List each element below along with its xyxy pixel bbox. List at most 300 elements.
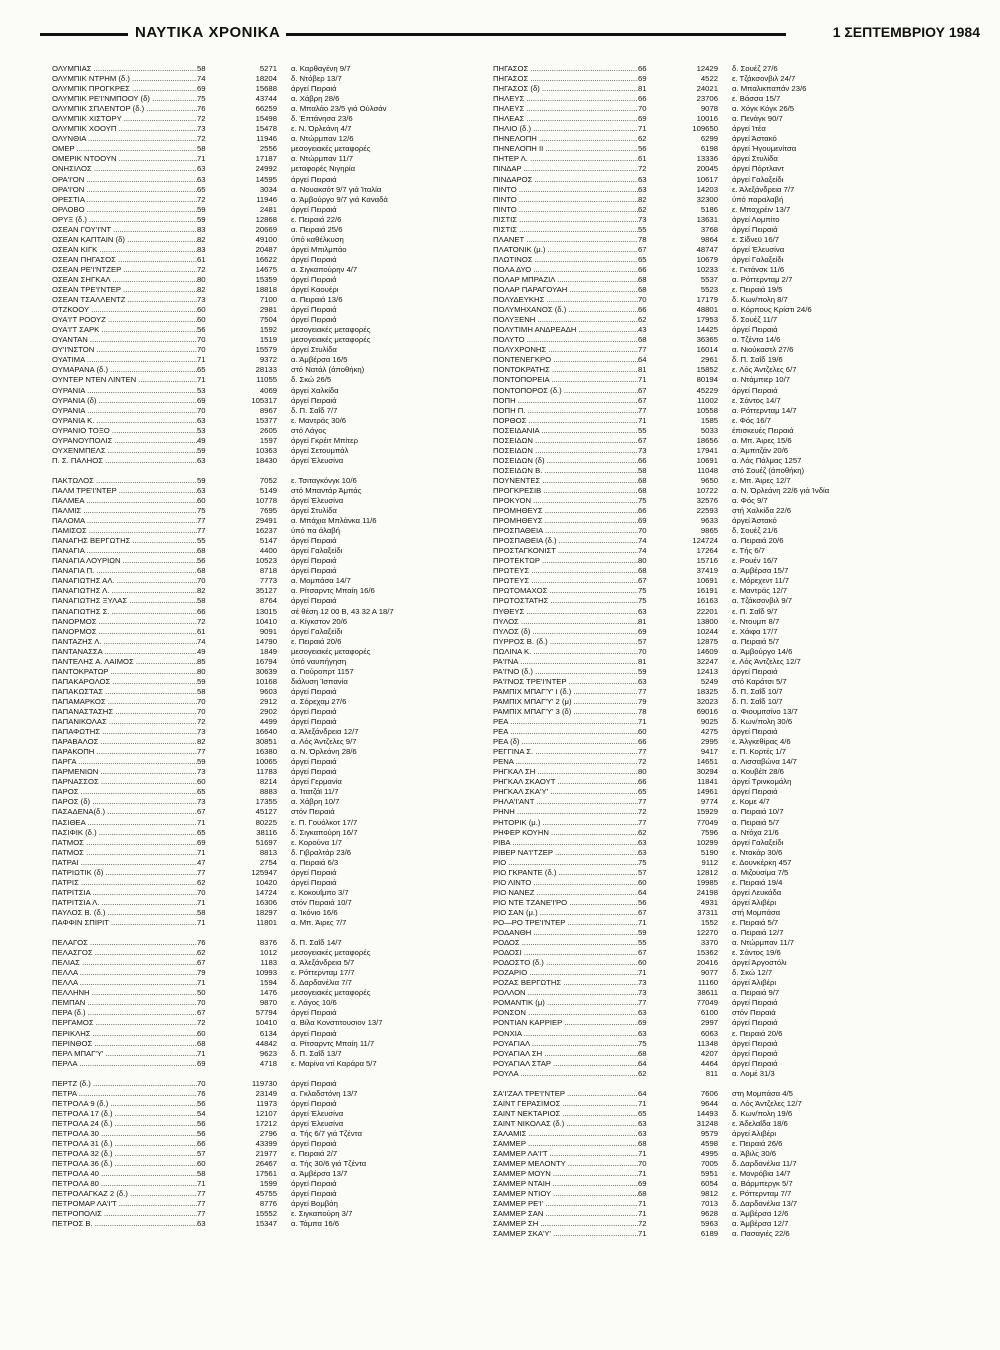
tonnage: 8214 — [259, 777, 277, 787]
ship-row — [52, 164, 492, 174]
tonnage: 11841 — [697, 777, 718, 787]
ship-row — [493, 446, 933, 456]
ship-row — [493, 386, 933, 396]
ship-name: ΠΕΡΙΝΘΟΣ ..... — [52, 1039, 197, 1049]
build-year: 70 — [197, 345, 206, 355]
build-year: 74 — [197, 636, 206, 646]
ship-name: ΠΑΦΦΙΝ ΣΠΙΡΙΤ ..... — [52, 918, 197, 928]
ship-location: α. Ίκόνιο 16/6 — [291, 907, 338, 917]
ship-name: ΠΑΠΑΚΩΣΤΑΣ ..... — [52, 687, 197, 697]
build-year: 69 — [638, 1179, 647, 1189]
ship-row — [52, 607, 492, 617]
ship-name: ΟΥΧΕΝΜΠΕΛΣ ..... — [52, 446, 197, 456]
ship-row — [493, 235, 933, 245]
ship-row — [52, 1069, 492, 1089]
build-year: 60 — [197, 315, 206, 325]
build-year: 56 — [638, 897, 647, 907]
ship-row — [493, 154, 933, 164]
build-year: 73 — [638, 988, 647, 998]
ship-location: άργεί Πειραιά — [732, 727, 778, 737]
build-year: 68 — [638, 285, 647, 295]
ship-location: α. Ν. Όρλεάνη 22/6 γιά Ίνδία — [732, 485, 830, 495]
build-year: 75 — [638, 496, 647, 506]
build-year: 59 — [638, 928, 647, 938]
tonnage: 35127 — [255, 586, 277, 596]
tonnage: 12107 — [255, 1108, 277, 1118]
ship-name: ΠΥΛΟΣ (δ) ..... — [493, 627, 638, 637]
build-year: 59 — [638, 666, 647, 676]
ship-row — [52, 386, 492, 396]
ship-row — [493, 64, 933, 74]
tonnage: 6063 — [700, 1028, 718, 1038]
ship-location: δ. Κων/πολη 19/6 — [732, 1108, 793, 1118]
ship-name: ΠΟΝΤΕΝΕΓΚΡΟ ..... — [493, 355, 638, 365]
build-year: 71 — [197, 1179, 206, 1189]
build-year: 68 — [197, 1038, 206, 1048]
ship-location: άργεί Λευκάδα — [732, 887, 782, 897]
ship-name: ΠΑΠΑΜΑΡΚΟΣ ..... — [52, 697, 197, 707]
ship-location: ε. Τσιταγκόνγκ 10/6 — [291, 475, 357, 485]
tonnage: 7504 — [259, 315, 277, 325]
ship-name: ΟΜΕΡΙΚ ΝΤΟΟΥΝ ..... — [52, 154, 197, 164]
tonnage: 1585 — [700, 415, 718, 425]
tonnage: 11055 — [256, 375, 277, 385]
ship-name: ΠΟΛΑΡ ΜΠΡΑΖΙΛ ..... — [493, 275, 638, 285]
build-year: 64 — [638, 1058, 647, 1068]
build-year: 71 — [197, 1048, 206, 1058]
ship-row — [493, 265, 933, 275]
build-year: 81 — [638, 616, 647, 626]
ship-location: α. Σόρεχαμ 27/6 — [291, 696, 347, 706]
tonnage: 7005 — [700, 1159, 718, 1169]
ship-row — [52, 828, 492, 838]
ship-name: ΣΑΜΜΕΡ ..... — [493, 1139, 638, 1149]
build-year: 66 — [638, 777, 647, 787]
build-year: 67 — [638, 576, 647, 586]
tonnage: 12270 — [696, 928, 718, 938]
ship-row — [493, 94, 933, 104]
ship-name: ΟΡΛΟΒΟ ..... — [52, 205, 197, 215]
ship-row — [493, 185, 933, 195]
tonnage: 4069 — [259, 385, 277, 395]
ship-name: ΡΟΔΟΣ ..... — [493, 938, 638, 948]
ship-row — [493, 255, 933, 265]
ship-location: α. Άλεξάνδρεια 12/7 — [291, 727, 359, 737]
ship-location: α. Άμβέρσα 16/5 — [291, 355, 348, 365]
ship-row — [493, 1209, 933, 1219]
ship-name: ΠΡΟΜΗΘΕΥΣ ..... — [493, 516, 638, 526]
build-year: 65 — [638, 1108, 647, 1118]
ship-location: δ. Σουέζ 21/6 — [732, 526, 778, 536]
tonnage: 7695 — [259, 506, 277, 516]
tonnage: 2981 — [259, 305, 277, 315]
tonnage: 10233 — [696, 264, 718, 274]
tonnage: 16191 — [696, 586, 718, 596]
ship-name: ΠΕΤΡΟΠΟΛΙΣ ..... — [52, 1209, 197, 1219]
tonnage: 29491 — [255, 516, 277, 526]
tonnage: 57794 — [255, 1008, 277, 1018]
ship-name: ΡΟΥΑΓΙΑΛ ΣΗ ..... — [493, 1049, 638, 1059]
ship-location: ε. Μαντράς 12/7 — [732, 586, 788, 596]
tonnage: 26467 — [255, 1159, 277, 1169]
ship-name: ΠΑΤΡΙΤΣΙΑ Λ. ..... — [52, 898, 197, 908]
ship-location: άργεί Πειραιά — [291, 556, 337, 566]
tonnage: 9650 — [700, 475, 718, 485]
ship-name: ΟΡΥΞ (δ.) ..... — [52, 215, 197, 225]
tonnage: 15579 — [255, 345, 277, 355]
ship-row — [493, 968, 933, 978]
build-year: 59 — [197, 475, 206, 485]
ship-row — [493, 918, 933, 928]
ship-row — [493, 365, 933, 375]
tonnage: 9628 — [700, 1209, 718, 1219]
ship-row — [493, 114, 933, 124]
ship-location: άργεί Πειραιά — [291, 596, 337, 606]
build-year: 66 — [638, 455, 647, 465]
ship-row — [493, 245, 933, 255]
build-year: 63 — [638, 837, 647, 847]
ship-row — [493, 516, 933, 526]
ship-name: ΠΑΡΑΚΟΠΗ ..... — [52, 747, 197, 757]
ship-location: α. Φός 9/7 — [732, 496, 768, 506]
tonnage: 10244 — [696, 626, 718, 636]
ship-location: α. Ίτατζάϊ 11/7 — [291, 787, 339, 797]
ship-location: ε. Γκτάνσκ 11/6 — [732, 264, 785, 274]
tonnage: 9865 — [700, 526, 718, 536]
ship-row — [493, 195, 933, 205]
ship-name: ΡΗΦΕΡ ΚΟΥΗΝ ..... — [493, 828, 638, 838]
ship-row — [493, 928, 933, 938]
ship-row — [52, 406, 492, 416]
ship-location: άργεί Έλευσίνα — [291, 1118, 344, 1128]
ship-row — [493, 797, 933, 807]
ship-row — [52, 154, 492, 164]
tonnage: 4400 — [259, 546, 277, 556]
tonnage: 24198 — [696, 887, 718, 897]
tonnage: 45127 — [255, 807, 277, 817]
ship-name: ΠΕΤΡΟΛΑ 30 ..... — [52, 1129, 197, 1139]
tonnage: 13336 — [696, 154, 718, 164]
tonnage: 80194 — [696, 375, 718, 385]
ship-row — [493, 677, 933, 687]
build-year: 65 — [197, 184, 206, 194]
tonnage: 7052 — [259, 475, 277, 485]
ship-name: ΠΥΡΡΟΣ Β. (δ.) ..... — [493, 637, 638, 647]
build-year: 72 — [638, 757, 647, 767]
tonnage: 2961 — [700, 355, 718, 365]
ship-name: ΡΟΖΑΡΙΟ ..... — [493, 968, 638, 978]
ship-name: ΠΗΓΑΣΟΣ ..... — [493, 74, 638, 84]
ship-location: άργεί Πειραιά — [291, 174, 337, 184]
build-year: 59 — [197, 214, 206, 224]
build-year: 76 — [197, 938, 206, 948]
tonnage: 1597 — [259, 435, 277, 445]
build-year: 72 — [638, 1219, 647, 1229]
ship-row — [52, 1109, 492, 1119]
tonnage: 1599 — [259, 1179, 277, 1189]
tonnage: 5271 — [259, 64, 277, 73]
ship-location: ε. Φός 16/7 — [732, 415, 771, 425]
ship-row — [493, 1219, 933, 1229]
build-year: 62 — [638, 315, 647, 325]
tonnage: 45229 — [696, 385, 718, 395]
tonnage: 7773 — [259, 576, 277, 586]
tonnage: 15377 — [255, 415, 277, 425]
ship-name: ΟΡΕΣΤΙΑ ..... — [52, 195, 197, 205]
ship-row — [52, 365, 492, 375]
tonnage: 18818 — [255, 285, 277, 295]
ship-row — [52, 787, 492, 797]
tonnage: 12413 — [696, 666, 718, 676]
tonnage: 10691 — [696, 576, 718, 586]
ship-location: στή Χαλκίδα 22/6 — [732, 506, 791, 516]
ship-name: ΠΑΡΟΣ (δ) ..... — [52, 797, 197, 807]
tonnage: 8718 — [259, 566, 277, 576]
ship-row — [493, 898, 933, 908]
ship-name: ΠΑΡΜΕΝΙΩΝ ..... — [52, 767, 197, 777]
ship-row — [493, 506, 933, 516]
tonnage: 11048 — [697, 465, 718, 475]
tonnage: 31248 — [696, 1118, 718, 1128]
tonnage: 1849 — [259, 646, 277, 656]
issue-date: 1 ΣΕΠΤΕΜΒΡΙΟΥ 1984 — [827, 24, 980, 40]
ship-row — [493, 737, 933, 747]
ship-location: άργεί Πειραιά — [291, 1008, 337, 1018]
ship-location: ε. Σιγκαπούρη 3/7 — [291, 1209, 353, 1219]
ship-row — [493, 476, 933, 486]
build-year: 80 — [638, 556, 647, 566]
ship-row — [493, 285, 933, 295]
ship-row — [493, 1149, 933, 1159]
ship-row — [52, 1169, 492, 1179]
tonnage: 6054 — [700, 1179, 718, 1189]
ship-row — [493, 838, 933, 848]
ship-row — [52, 526, 492, 536]
ship-name: ΠΗΛΕΑΣ ..... — [493, 114, 638, 124]
ship-name: ΠΗΛΕΥΣ ..... — [493, 104, 638, 114]
ship-location: α. Πειραιά 25/6 — [291, 224, 343, 234]
build-year: 71 — [197, 154, 206, 164]
ship-row — [493, 1169, 933, 1179]
ship-location: άργεί Έλευσίνα — [732, 244, 785, 254]
ship-name: ΟΥΑ'Ι'Τ ΣΑΡΚ ..... — [52, 325, 197, 335]
ship-location: άργεί Άλιβέρι — [732, 897, 777, 907]
build-year: 76 — [197, 104, 206, 114]
ship-name: ΠΡΩΤΟΣΤΑΤΗΣ ..... — [493, 596, 638, 606]
build-year: 69 — [638, 626, 647, 636]
tonnage: 8883 — [259, 787, 277, 797]
ship-name: ΠΑΛΟΜΑ ..... — [52, 516, 197, 526]
ship-location: άργεί Έλευσίνα — [291, 496, 344, 506]
build-year: 63 — [638, 847, 647, 857]
ship-name: ΠΡΩΤΕΥΣ ..... — [493, 566, 638, 576]
ship-name: ΣΑΜΜΕΡ ΝΤΑΙΗ ..... — [493, 1179, 638, 1189]
build-year: 63 — [197, 485, 206, 495]
build-year: 79 — [638, 696, 647, 706]
tonnage: 43744 — [255, 94, 277, 104]
build-year: 71 — [197, 847, 206, 857]
tonnage: 10016 — [696, 114, 718, 124]
ship-location: α. Νιούκαστλ 27/6 — [732, 345, 794, 355]
ship-location: άργεί Πειραιά — [291, 305, 337, 315]
build-year: 66 — [197, 606, 206, 616]
ship-location: άργεί Πειραιά — [291, 315, 337, 325]
build-year: 66 — [197, 1139, 206, 1149]
ship-name: ΠΑΠΑΝΑΣΤΑΣΗΣ ..... — [52, 707, 197, 717]
build-year: 72 — [197, 717, 206, 727]
tonnage: 15852 — [696, 365, 718, 375]
build-year: 60 — [197, 496, 206, 506]
ship-location: α. Άμβέρσα 13/7 — [291, 1169, 348, 1179]
ship-name: ΡΑΜΠΙΧ ΜΠΑΓ'Υ' 2 (μ) ..... — [493, 697, 638, 707]
build-year: 69 — [197, 837, 206, 847]
build-year: 62 — [638, 134, 647, 144]
build-year: 68 — [638, 274, 647, 284]
ship-location: δ. Π. Σαΐδ 10/7 — [732, 686, 783, 696]
tonnage: 32023 — [696, 696, 718, 706]
ship-row — [52, 556, 492, 566]
build-year: 70 — [638, 646, 647, 656]
tonnage: 8967 — [259, 405, 277, 415]
header-rule-right — [286, 33, 786, 36]
ship-name: ΠΟΛΥΤΙΜΗ ΑΝΔΡΕΑΔΗ ..... — [493, 325, 638, 335]
ship-location: α. Πειραιά 5/7 — [732, 817, 780, 827]
ship-name: ΡΟΔΟΣΤΟ (δ.) ..... — [493, 958, 638, 968]
ship-location: ε. Τζάκσονβιλ 24/7 — [732, 74, 796, 84]
ship-row — [52, 134, 492, 144]
tonnage: 125947 — [251, 867, 277, 877]
tonnage: 14651 — [696, 757, 718, 767]
ship-location: ε. Ντουμπ 8/7 — [732, 616, 780, 626]
ship-location: στή Μομπάσα — [732, 907, 781, 917]
build-year: 60 — [638, 727, 647, 737]
ship-name: ΡΟΝΤΙΑΝ ΚΑΡΡΙΕΡ ..... — [493, 1018, 638, 1028]
ship-location: άργεί Πειραιά — [291, 1078, 337, 1088]
ship-row — [52, 205, 492, 215]
ship-location: α. Ρόττερνταμ 2/7 — [732, 274, 793, 284]
ship-location: ε. Μπ. Άιρες 12/7 — [732, 475, 791, 485]
build-year: 70 — [197, 1078, 206, 1088]
ship-location: α. Τής 6/7 γιά Τζέντα — [291, 1128, 362, 1138]
ship-row — [493, 647, 933, 657]
tonnage: 37311 — [697, 907, 718, 917]
ship-name: ΡΟΖΑΣ ΒΕΡΓΩΤΗΣ ..... — [493, 978, 638, 988]
tonnage: 1012 — [259, 948, 277, 958]
build-year: 55 — [638, 425, 647, 435]
ship-name: ΠΡΟΣΠΑΘΕΙΑ ..... — [493, 526, 638, 536]
ship-location: μεσογειακές μεταφορές — [291, 335, 371, 345]
build-year: 55 — [638, 224, 647, 234]
build-year: 77 — [197, 516, 206, 526]
ship-location: ε. Ντακάρ 30/6 — [732, 847, 783, 857]
ship-location: δ. Σουέζ 11/7 — [732, 315, 778, 325]
ship-location: α. Κίγκστον 20/6 — [291, 616, 348, 626]
build-year: 55 — [638, 938, 647, 948]
ship-location: άργεί Πόρτλαντ — [732, 164, 785, 174]
build-year: 70 — [197, 707, 206, 716]
tonnage: 10523 — [255, 556, 277, 566]
ship-row — [52, 918, 492, 928]
tonnage: 9870 — [259, 998, 277, 1008]
ship-name: ΠΙΣΤΙΣ ..... — [493, 225, 638, 235]
build-year: 72 — [197, 194, 206, 204]
ship-location: άργεί Ήγουμενίτσα — [732, 144, 797, 154]
ship-name: Π. Σ. ΠΑΛΗΟΣ ..... — [52, 456, 197, 466]
tonnage: 16014 — [696, 345, 718, 355]
ship-row — [52, 64, 492, 74]
tonnage: 14609 — [696, 646, 718, 656]
build-year: 80 — [197, 274, 206, 284]
ship-name: ΠΑΝΑΓΙΩΤΗΣ Σ. ..... — [52, 607, 197, 617]
build-year: 75 — [638, 586, 647, 596]
ship-location: άργεί Στυλίδα — [291, 345, 337, 355]
ship-name: ΠΑΤΜΟΣ ..... — [52, 848, 197, 858]
tonnage: 3034 — [259, 184, 277, 194]
tonnage: 4522 — [700, 74, 718, 84]
build-year: 81 — [638, 365, 647, 375]
build-year: 65 — [197, 365, 206, 375]
build-year: 63 — [638, 1008, 647, 1018]
ship-name: ΠΕΡΤΖ (δ.) ..... — [52, 1079, 197, 1089]
ship-name: ΠΕΛΛΑ ..... — [52, 968, 197, 978]
build-year: 73 — [197, 727, 206, 737]
ship-name: ΠΑΤΡΙΩΤΙΚ (δ) ..... — [52, 868, 197, 878]
ship-row — [52, 516, 492, 526]
build-year: 77 — [638, 998, 647, 1008]
build-year: 71 — [638, 1169, 647, 1179]
ship-name: ΠΑΝΤΑΖΗΣ Λ. ..... — [52, 637, 197, 647]
ship-name: ΠΕΤΡΟΜΑΡ ΛΑ'Ι'Τ ..... — [52, 1199, 197, 1209]
ship-location: α. Μπαλικπαπάν 23/6 — [732, 84, 807, 94]
tonnage: 22201 — [696, 606, 718, 616]
ship-row — [52, 225, 492, 235]
ship-row — [52, 968, 492, 978]
build-year: 67 — [638, 395, 647, 405]
build-year: 69 — [197, 1058, 206, 1068]
ship-location: α. Πασαγιές 22/6 — [732, 1229, 790, 1239]
ship-location: α. Λός Άντζελες 9/7 — [291, 737, 357, 747]
ship-row — [52, 345, 492, 355]
ship-row — [52, 195, 492, 205]
tonnage: 20045 — [696, 164, 718, 174]
tonnage: 811 — [705, 1068, 718, 1078]
ship-row — [52, 355, 492, 365]
build-year: 67 — [197, 1008, 206, 1018]
ship-row — [52, 104, 492, 114]
ship-name: ΟΥ'Ι'ΝΣΤΟΝ ..... — [52, 345, 197, 355]
tonnage: 9774 — [700, 797, 718, 807]
ship-row — [52, 315, 492, 325]
ship-name: ΟΝΗΣΙΛΟΣ ..... — [52, 164, 197, 174]
ship-row — [493, 1139, 933, 1149]
ship-location: ε. Άλγκεθίρας 4/6 — [732, 737, 791, 747]
ship-name: ΟΥΡΑΝΙΑ ..... — [52, 386, 197, 396]
ship-location: μεσογειακές μεταφορές — [291, 144, 371, 154]
tonnage: 10168 — [255, 676, 277, 686]
ship-location: ε. Σάντος 19/6 — [732, 948, 781, 958]
build-year: 60 — [197, 1159, 206, 1169]
build-year: 74 — [638, 546, 647, 556]
tonnage: 5951 — [700, 1169, 718, 1179]
build-year: 70 — [638, 1159, 647, 1169]
ship-name: ΠΟΣΕΙΔΩΝ (δ) ..... — [493, 456, 638, 466]
ship-location: άργεί Πειραιά — [291, 1189, 337, 1199]
build-year: 80 — [197, 666, 206, 676]
ship-location: άργεί Πειραιά — [291, 274, 337, 284]
ship-location: ε. Άλεξάνδρεια 7/7 — [732, 184, 795, 194]
ship-location: α. Καρθαγένη 9/7 — [291, 64, 351, 73]
ship-name: ΠΗΝΕΛΟΠΗ ..... — [493, 134, 638, 144]
